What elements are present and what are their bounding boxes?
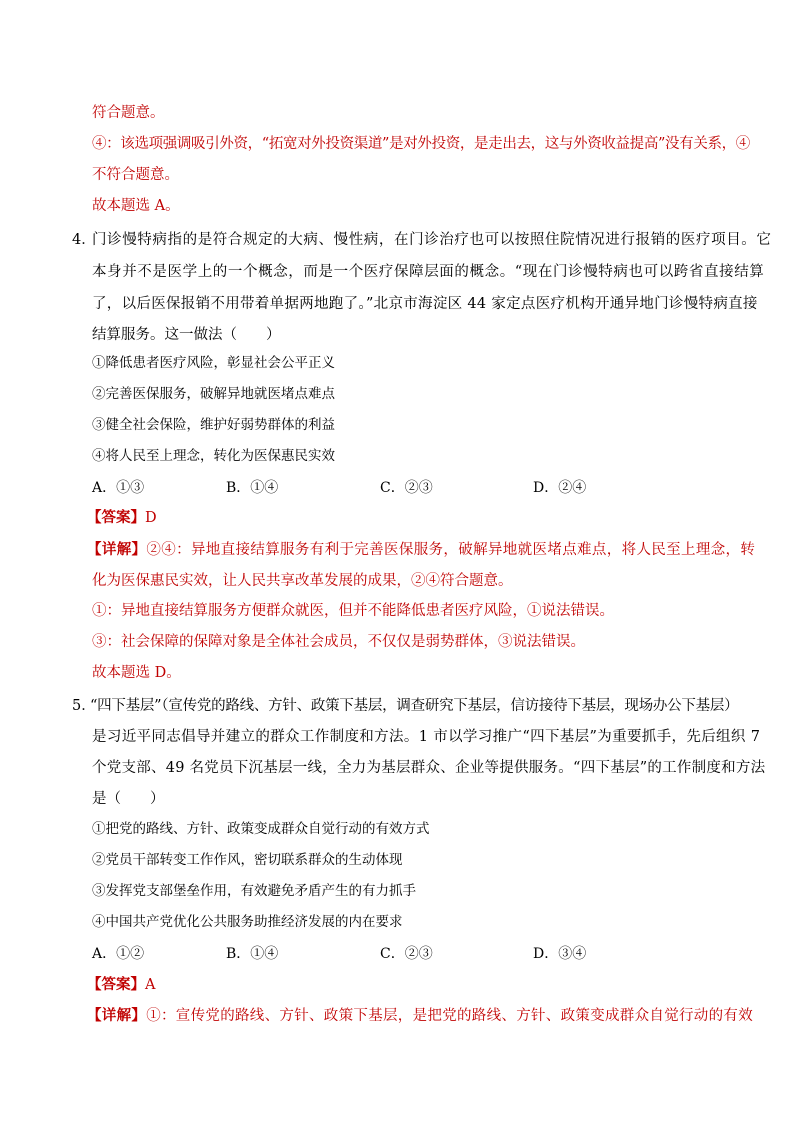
q5-item-2: ②党员干部转变工作作风，密切联系群众的生动体现 xyxy=(92,852,403,868)
q4-option-b: B．①④ xyxy=(226,480,279,496)
q4-item-3: ③健全社会保险，维护好弱势群体的利益 xyxy=(92,417,335,433)
q4-stem-line-3: 了，以后医保报销不用带着单据两地跑了。”北京市海淀区 44 家定点医疗机构开通异地门诊慢特病直接 xyxy=(92,296,758,312)
q4-answer-label: 【答案】 xyxy=(87,509,145,526)
q4-option-a: A．①③ xyxy=(92,480,145,496)
q4-detail-line-2: 化为医保惠民实效，让人民共享改革发展的成果，②④符合题意。 xyxy=(92,573,513,589)
q5-stem-line-3: 个党支部、49 名党员下沉基层一线，全力为基层群众、企业等提供服务。“四下基层”的工作制度和方法 xyxy=(92,760,766,776)
q4-option-d: D．②④ xyxy=(533,480,587,496)
q4-item-1: ①降低患者医疗风险，彰显社会公平正义 xyxy=(92,355,335,371)
q3-tail-line-2: ④：该选项强调吸引外资，“拓宽对外投资渠道”是对外投资，是走出去，这与外资收益提高”没有关系，④ xyxy=(92,136,750,152)
q4-number: 4． xyxy=(72,232,96,248)
q5-item-4: ④中国共产党优化公共服务助推经济发展的内在要求 xyxy=(92,914,403,930)
q4-detail-line-4: ③：社会保障的保障对象是全体社会成员，不仅仅是弱势群体，③说法错误。 xyxy=(92,634,585,650)
q5-item-1: ①把党的路线、方针、政策变成群众自觉行动的有效方式 xyxy=(92,821,430,837)
q5-stem-line-4: 是（ ） xyxy=(92,791,165,807)
q5-item-3: ③发挥党支部堡垒作用，有效避免矛盾产生的有力抓手 xyxy=(92,883,416,899)
q4-item-4: ④将人民至上理念，转化为医保惠民实效 xyxy=(92,448,335,464)
q4-item-2: ②完善医保服务，破解异地就医堵点难点 xyxy=(92,386,335,402)
q5-option-d: D．③④ xyxy=(533,946,587,962)
q4-detail-text-1: ②④：异地直接结算服务有利于完善医保服务，破解异地就医堵点难点，将人民至上理念，转 xyxy=(146,542,756,558)
q3-tail-line-3: 不符合题意。 xyxy=(92,167,179,183)
q5-answer-row xyxy=(87,975,155,995)
q5-answer-value: A xyxy=(145,977,156,993)
q4-stem-line-1: 门诊慢特病指的是符合规定的大病、慢性病，在门诊治疗也可以按照住院情况进行报销的医疗项目。它 xyxy=(92,232,772,248)
q5-detail-line-1 xyxy=(87,1006,753,1026)
q4-detail-label: 【详解】 xyxy=(87,541,147,558)
q4-answer-value: D xyxy=(145,510,157,526)
q5-stem-line-1: “四下基层”（宣传党的路线、方针、政策下基层，调查研究下基层，信访接待下基层，现场办公下基层） xyxy=(90,698,739,714)
q4-detail-line-1 xyxy=(87,540,755,560)
q3-conclusion: 故本题选 A。 xyxy=(92,198,180,214)
q5-answer-label: 【答案】 xyxy=(87,976,145,993)
q4-stem-line-4: 结算服务。这一做法（ ） xyxy=(92,327,281,343)
q5-detail-text-1: ①：宣传党的路线、方针、政策下基层，是把党的路线、方针、政策变成群众自觉行动的有效 xyxy=(146,1008,753,1024)
q3-tail-line-1: 符合题意。 xyxy=(92,105,165,121)
q5-stem-line-2: 是习近平同志倡导并建立的群众工作制度和方法。1 市以学习推广“四下基层”为重要抓手，先后组织 7 xyxy=(92,729,761,745)
q5-number: 5． xyxy=(72,698,96,714)
q4-detail-line-3: ①：异地直接结算服务方便群众就医，但并不能降低患者医疗风险，①说法错误。 xyxy=(92,603,614,619)
q5-detail-label: 【详解】 xyxy=(87,1007,147,1024)
q4-answer-row xyxy=(87,508,157,528)
q5-option-b: B．①④ xyxy=(226,946,279,962)
q5-option-c: C．②③ xyxy=(380,946,433,962)
q5-option-a: A．①② xyxy=(92,946,145,962)
q4-option-c: C．②③ xyxy=(380,480,433,496)
q4-stem-line-2: 本身并不是医学上的一个概念，而是一个医疗保障层面的概念。“现在门诊慢特病也可以跨省直接结算 xyxy=(92,264,765,280)
q4-conclusion: 故本题选 D。 xyxy=(92,665,181,681)
